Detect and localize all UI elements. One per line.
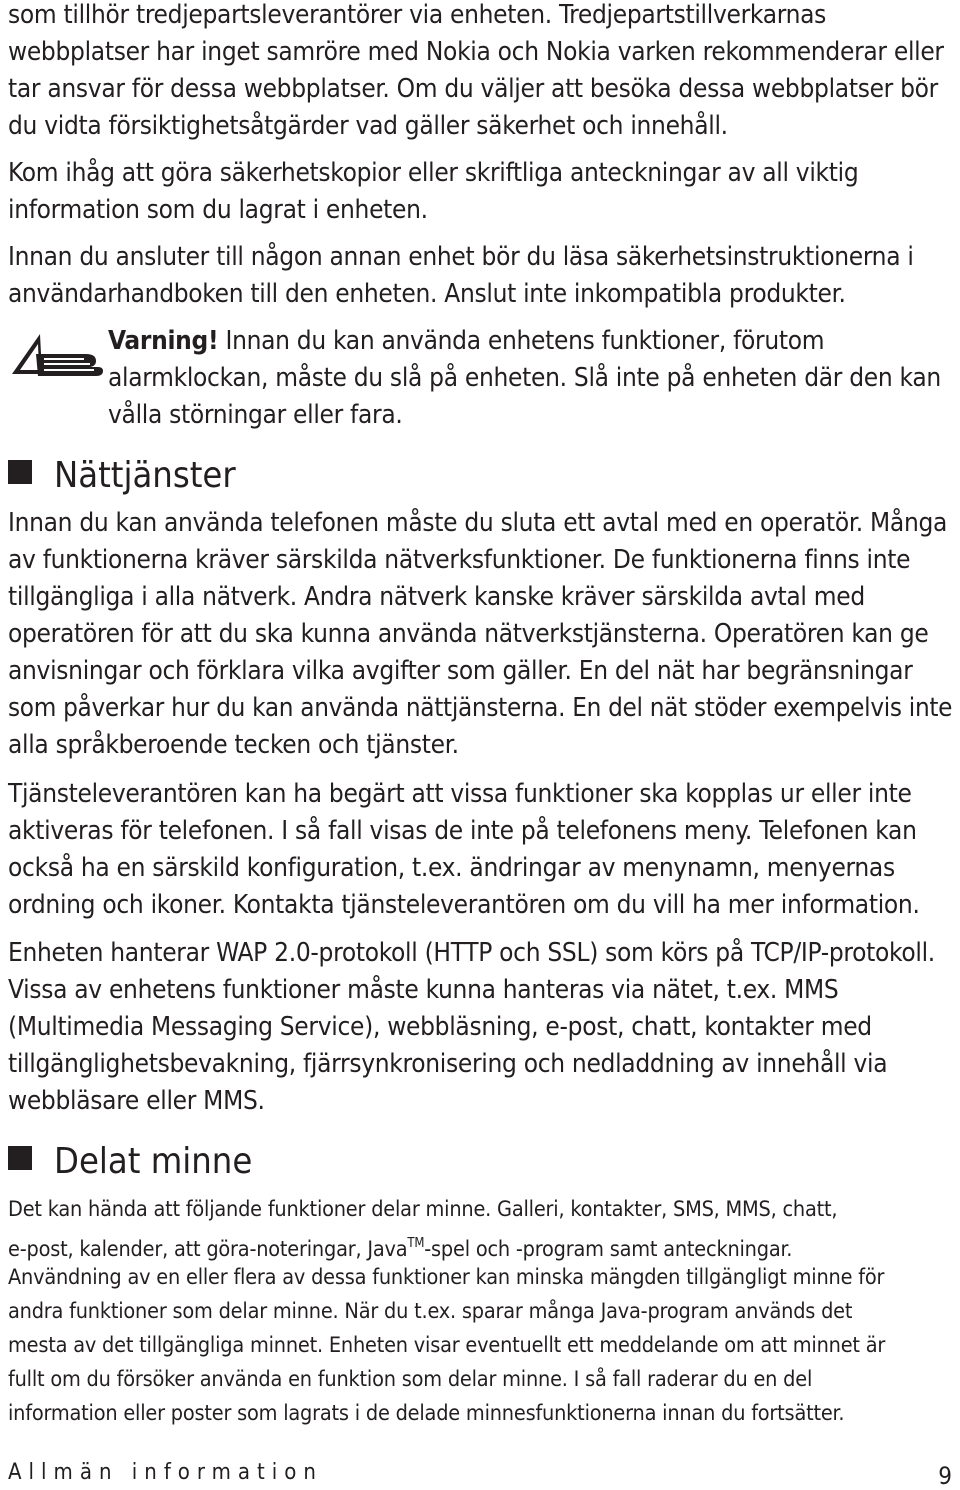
network-para1-line: som påverkar hur du kan använda nättjänsterna. En del nät stöder exempelvis inte [8,693,953,723]
trademark-sup: TM [407,1236,425,1251]
network-para2-line: också ha en särskild konfiguration, t.ex. ändringar av menynamn, menyernas [8,853,895,883]
network-para1-line: Innan du kan använda telefonen måste du sluta ett avtal med en operatör. Många [8,508,948,538]
network-para3-line: tillgänglighetsbevakning, fjärrsynkronisering och nedladdning av innehåll via [8,1049,888,1079]
shared-memory-line: andra funktioner som delar minne. När du t.ex. sparar många Java-program används det [8,1299,853,1324]
network-para2-line: aktiveras för telefonen. I så fall visas de inte på telefonens meny. Telefonen kan [8,816,917,846]
square-bullet-icon [8,460,32,484]
connect-line: Innan du ansluter till någon annan enhet bör du läsa säkerhetsinstruktionerna i [8,242,914,272]
warning-hand-icon [8,330,104,380]
shared-memory-line [8,1229,792,1265]
warning-line: vålla störningar eller fara. [108,400,403,430]
network-para3-line: webbläsare eller MMS. [8,1086,265,1116]
section-heading-network-services [8,455,236,497]
shared-memory-line: fullt om du försöker använda en funktion som delar minne. I så fall raderar du en del [8,1367,813,1392]
warning-text: Innan du kan använda enhetens funktioner, förutom [218,326,825,356]
network-para1-line: anvisningar och förklara vilka avgifter som gäller. En del nät har begränsningar [8,656,913,686]
warning-line [108,326,824,356]
intro-line: som tillhör tredjepartsleverantörer via enheten. Tredjepartstillverkarnas [8,0,827,30]
warning-label: Varning! [108,326,219,356]
shared-memory-text: e-post, kalender, att göra-noteringar, Java [8,1237,408,1262]
connect-line: användarhandboken till den enheten. Anslut inte inkompatibla produkter. [8,279,846,309]
shared-memory-text: -spel och -program samt anteckningar. [424,1237,793,1262]
backup-line: information som du lagrat i enheten. [8,195,428,225]
shared-memory-line: information eller poster som lagrats i de delade minnesfunktionerna innan du fortsätter. [8,1401,845,1426]
network-para1-line: tillgängliga i alla nätverk. Andra nätverk kanske kräver särskilda avtal med [8,582,865,612]
heading-text: Delat minne [54,1141,253,1182]
network-para3-line: Enheten hanterar WAP 2.0-protokoll (HTTP och SSL) som körs på TCP/IP-protokoll. [8,938,935,968]
shared-memory-line: Det kan hända att följande funktioner delar minne. Galleri, kontakter, SMS, MMS, chatt, [8,1197,838,1222]
square-bullet-icon [8,1146,32,1170]
page-number: 9 [938,1462,952,1490]
shared-memory-line: mesta av det tillgängliga minnet. Enheten visar eventuellt ett meddelande om att minnet är [8,1333,886,1358]
heading-text: Nättjänster [54,455,236,496]
warning-line: alarmklockan, måste du slå på enheten. Slå inte på enheten där den kan [108,363,941,393]
footer-section-title: Allmän information [8,1460,323,1485]
intro-line: du vidta försiktighetsåtgärder vad gäller säkerhet och innehåll. [8,111,728,141]
network-para1-line: av funktionerna kräver särskilda nätverksfunktioner. De funktionerna finns inte [8,545,911,575]
intro-line: webbplatser har inget samröre med Nokia och Nokia varken rekommenderar eller [8,37,944,67]
network-para3-line: Vissa av enhetens funktioner måste kunna hanteras via nätet, t.ex. MMS [8,975,839,1005]
shared-memory-line: Användning av en eller flera av dessa funktioner kan minska mängden tillgängligt minne för [8,1265,885,1290]
network-para1-line: operatören för att du ska kunna använda nätverkstjänsterna. Operatören kan ge [8,619,929,649]
intro-line: tar ansvar för dessa webbplatser. Om du väljer att besöka dessa webbplatser bör [8,74,938,104]
network-para2-line: Tjänsteleverantören kan ha begärt att vissa funktioner ska kopplas ur eller inte [8,779,912,809]
network-para1-line: alla språkberoende tecken och tjänster. [8,730,459,760]
backup-line: Kom ihåg att göra säkerhetskopior eller skriftliga anteckningar av all viktig [8,158,859,188]
network-para2-line: ordning och ikoner. Kontakta tjänsteleverantören om du vill ha mer information. [8,890,920,920]
section-heading-shared-memory [8,1141,252,1183]
network-para3-line: (Multimedia Messaging Service), webbläsning, e-post, chatt, kontakter med [8,1012,872,1042]
